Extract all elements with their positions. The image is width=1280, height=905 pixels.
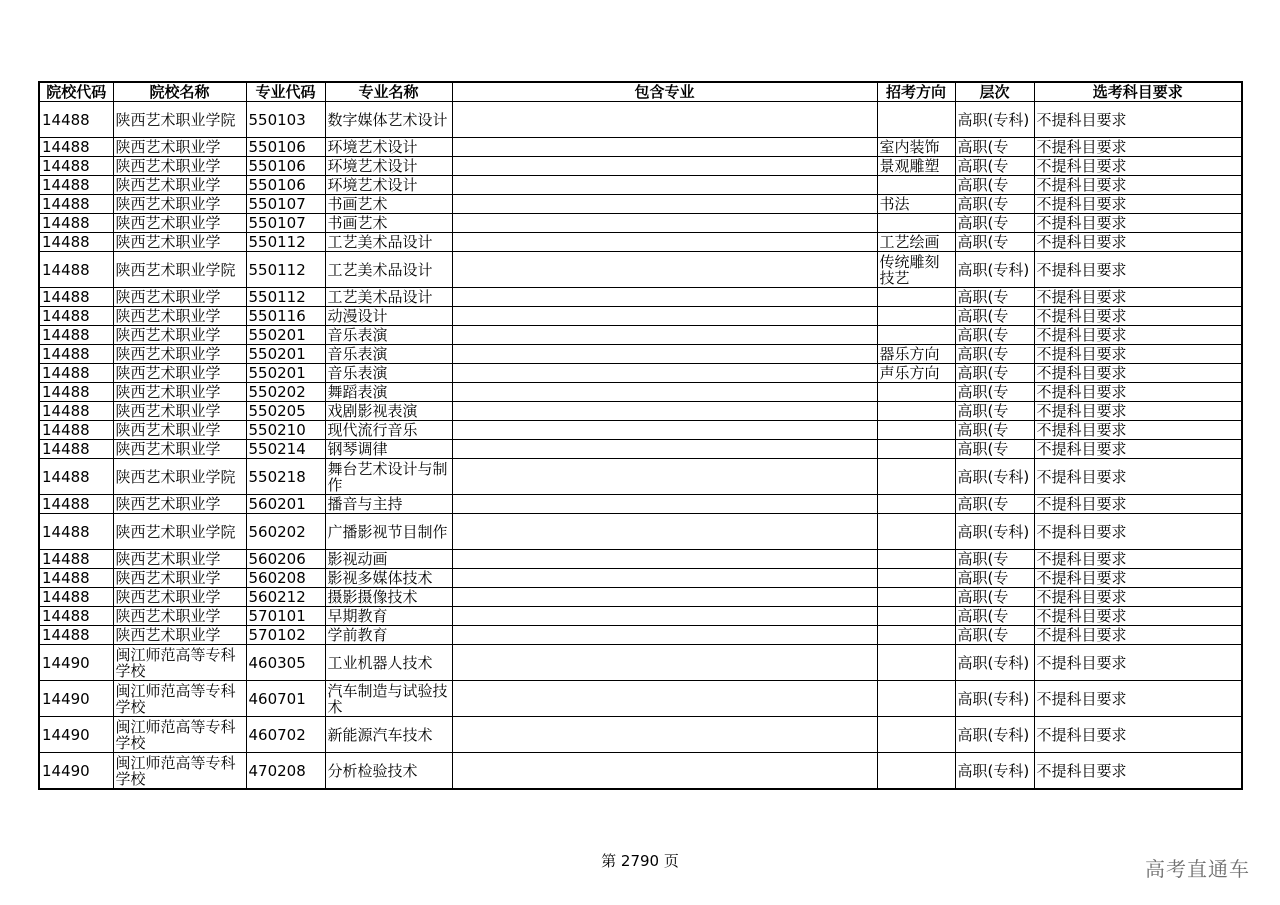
cell-included-majors — [452, 288, 877, 307]
cell-subject-requirement: 不提科目要求 — [1034, 550, 1242, 569]
cell-subject-requirement: 不提科目要求 — [1034, 402, 1242, 421]
cell-major-name: 钢琴调律 — [325, 440, 452, 459]
cell-included-majors — [452, 626, 877, 645]
cell-direction: 声乐方向 — [877, 364, 955, 383]
cell-major-name: 舞台艺术设计与制作 — [325, 459, 452, 495]
cell-subject-requirement: 不提科目要求 — [1034, 383, 1242, 402]
cell-major-name: 早期教育 — [325, 607, 452, 626]
cell-level: 高职(专科) — [955, 459, 1034, 495]
cell-major-code: 550210 — [246, 421, 325, 440]
cell-included-majors — [452, 753, 877, 790]
cell-major-code: 550106 — [246, 138, 325, 157]
cell-school-name: 陕西艺术职业学 — [113, 326, 246, 345]
table-row — [39, 176, 1242, 195]
cell-major-name: 舞蹈表演 — [325, 383, 452, 402]
cell-school-code: 14488 — [39, 345, 113, 364]
cell-direction — [877, 459, 955, 495]
cell-major-code: 560212 — [246, 588, 325, 607]
cell-school-name: 陕西艺术职业学院 — [113, 102, 246, 138]
cell-subject-requirement: 不提科目要求 — [1034, 345, 1242, 364]
header-level: 层次 — [955, 82, 1034, 102]
cell-school-name: 陕西艺术职业学 — [113, 233, 246, 252]
cell-school-name: 陕西艺术职业学 — [113, 195, 246, 214]
cell-school-name: 陕西艺术职业学 — [113, 569, 246, 588]
cell-level: 高职(专 — [955, 307, 1034, 326]
cell-school-name: 陕西艺术职业学 — [113, 607, 246, 626]
cell-school-name: 陕西艺术职业学 — [113, 345, 246, 364]
cell-direction — [877, 626, 955, 645]
cell-major-name: 分析检验技术 — [325, 753, 452, 790]
cell-direction — [877, 550, 955, 569]
cell-school-name: 陕西艺术职业学 — [113, 288, 246, 307]
cell-subject-requirement: 不提科目要求 — [1034, 717, 1242, 753]
cell-school-code: 14488 — [39, 569, 113, 588]
header-major-name: 专业名称 — [325, 82, 452, 102]
cell-included-majors — [452, 421, 877, 440]
cell-school-name: 陕西艺术职业学 — [113, 421, 246, 440]
cell-school-code: 14488 — [39, 495, 113, 514]
table-row — [39, 645, 1242, 681]
cell-direction — [877, 402, 955, 421]
cell-major-name: 工业机器人技术 — [325, 645, 452, 681]
cell-subject-requirement: 不提科目要求 — [1034, 214, 1242, 233]
cell-school-code: 14488 — [39, 233, 113, 252]
cell-included-majors — [452, 252, 877, 288]
cell-major-name: 现代流行音乐 — [325, 421, 452, 440]
cell-major-code: 470208 — [246, 753, 325, 790]
cell-school-code: 14490 — [39, 753, 113, 790]
cell-major-code: 550112 — [246, 288, 325, 307]
cell-school-code: 14488 — [39, 440, 113, 459]
cell-major-code: 560202 — [246, 514, 325, 550]
cell-level: 高职(专科) — [955, 717, 1034, 753]
cell-major-name: 动漫设计 — [325, 307, 452, 326]
cell-major-code: 550106 — [246, 157, 325, 176]
cell-school-name: 闽江师范高等专科学校 — [113, 681, 246, 717]
cell-school-code: 14488 — [39, 588, 113, 607]
header-major-code: 专业代码 — [246, 82, 325, 102]
cell-level: 高职(专科) — [955, 681, 1034, 717]
cell-major-name: 音乐表演 — [325, 345, 452, 364]
cell-school-name: 陕西艺术职业学 — [113, 176, 246, 195]
cell-included-majors — [452, 569, 877, 588]
cell-subject-requirement: 不提科目要求 — [1034, 102, 1242, 138]
cell-subject-requirement: 不提科目要求 — [1034, 753, 1242, 790]
cell-major-code: 460701 — [246, 681, 325, 717]
table-row — [39, 402, 1242, 421]
cell-school-name: 陕西艺术职业学 — [113, 138, 246, 157]
cell-major-code: 560201 — [246, 495, 325, 514]
cell-direction — [877, 495, 955, 514]
cell-school-code: 14490 — [39, 717, 113, 753]
cell-subject-requirement: 不提科目要求 — [1034, 495, 1242, 514]
cell-included-majors — [452, 307, 877, 326]
cell-included-majors — [452, 345, 877, 364]
cell-level: 高职(专 — [955, 195, 1034, 214]
table-row — [39, 607, 1242, 626]
cell-school-code: 14490 — [39, 681, 113, 717]
cell-direction — [877, 326, 955, 345]
cell-direction — [877, 307, 955, 326]
table-row — [39, 157, 1242, 176]
cell-major-name: 环境艺术设计 — [325, 157, 452, 176]
cell-major-code: 550106 — [246, 176, 325, 195]
cell-direction — [877, 383, 955, 402]
cell-major-code: 460305 — [246, 645, 325, 681]
cell-school-code: 14490 — [39, 645, 113, 681]
cell-major-code: 550107 — [246, 195, 325, 214]
table-row — [39, 138, 1242, 157]
cell-direction — [877, 102, 955, 138]
cell-included-majors — [452, 588, 877, 607]
table-row — [39, 495, 1242, 514]
cell-subject-requirement: 不提科目要求 — [1034, 459, 1242, 495]
cell-included-majors — [452, 176, 877, 195]
table-row — [39, 307, 1242, 326]
cell-direction — [877, 440, 955, 459]
cell-school-code: 14488 — [39, 550, 113, 569]
table-header-row — [39, 82, 1242, 102]
cell-major-code: 570101 — [246, 607, 325, 626]
cell-school-code: 14488 — [39, 364, 113, 383]
table-row — [39, 383, 1242, 402]
cell-level: 高职(专 — [955, 138, 1034, 157]
cell-major-name: 新能源汽车技术 — [325, 717, 452, 753]
cell-major-code: 550201 — [246, 326, 325, 345]
cell-included-majors — [452, 495, 877, 514]
cell-school-name: 闽江师范高等专科学校 — [113, 753, 246, 790]
cell-major-name: 音乐表演 — [325, 326, 452, 345]
table-row — [39, 514, 1242, 550]
cell-major-code: 550202 — [246, 383, 325, 402]
cell-subject-requirement: 不提科目要求 — [1034, 176, 1242, 195]
cell-major-name: 广播影视节目制作 — [325, 514, 452, 550]
cell-direction — [877, 717, 955, 753]
cell-level: 高职(专 — [955, 345, 1034, 364]
cell-major-code: 550107 — [246, 214, 325, 233]
table-row — [39, 102, 1242, 138]
cell-subject-requirement: 不提科目要求 — [1034, 607, 1242, 626]
cell-direction — [877, 421, 955, 440]
cell-level: 高职(专科) — [955, 252, 1034, 288]
cell-level: 高职(专 — [955, 421, 1034, 440]
cell-level: 高职(专 — [955, 607, 1034, 626]
cell-subject-requirement: 不提科目要求 — [1034, 326, 1242, 345]
cell-school-code: 14488 — [39, 288, 113, 307]
cell-included-majors — [452, 645, 877, 681]
cell-included-majors — [452, 383, 877, 402]
table-row — [39, 421, 1242, 440]
cell-included-majors — [452, 195, 877, 214]
cell-subject-requirement: 不提科目要求 — [1034, 514, 1242, 550]
cell-school-code: 14488 — [39, 138, 113, 157]
cell-subject-requirement: 不提科目要求 — [1034, 626, 1242, 645]
cell-level: 高职(专 — [955, 326, 1034, 345]
cell-major-name: 汽车制造与试验技术 — [325, 681, 452, 717]
cell-included-majors — [452, 681, 877, 717]
cell-major-name: 音乐表演 — [325, 364, 452, 383]
table-row — [39, 440, 1242, 459]
cell-school-name: 陕西艺术职业学 — [113, 626, 246, 645]
cell-level: 高职(专 — [955, 157, 1034, 176]
cell-direction — [877, 645, 955, 681]
cell-level: 高职(专 — [955, 569, 1034, 588]
cell-school-code: 14488 — [39, 459, 113, 495]
cell-included-majors — [452, 459, 877, 495]
cell-school-code: 14488 — [39, 102, 113, 138]
cell-included-majors — [452, 157, 877, 176]
cell-major-code: 550116 — [246, 307, 325, 326]
cell-school-name: 陕西艺术职业学 — [113, 402, 246, 421]
cell-level: 高职(专 — [955, 214, 1034, 233]
cell-major-code: 550112 — [246, 233, 325, 252]
cell-school-code: 14488 — [39, 514, 113, 550]
cell-major-name: 工艺美术品设计 — [325, 252, 452, 288]
table-row — [39, 681, 1242, 717]
cell-school-code: 14488 — [39, 157, 113, 176]
cell-major-code: 550201 — [246, 364, 325, 383]
cell-level: 高职(专科) — [955, 514, 1034, 550]
cell-level: 高职(专 — [955, 626, 1034, 645]
cell-school-name: 陕西艺术职业学 — [113, 440, 246, 459]
cell-major-code: 570102 — [246, 626, 325, 645]
header-school-name: 院校名称 — [113, 82, 246, 102]
header-included-majors: 包含专业 — [452, 82, 877, 102]
cell-level: 高职(专科) — [955, 645, 1034, 681]
cell-major-code: 550205 — [246, 402, 325, 421]
cell-direction — [877, 569, 955, 588]
cell-level: 高职(专 — [955, 440, 1034, 459]
cell-school-name: 闽江师范高等专科学校 — [113, 717, 246, 753]
cell-major-code: 560208 — [246, 569, 325, 588]
cell-level: 高职(专科) — [955, 102, 1034, 138]
cell-school-code: 14488 — [39, 626, 113, 645]
cell-major-name: 书画艺术 — [325, 214, 452, 233]
table-row — [39, 459, 1242, 495]
cell-included-majors — [452, 326, 877, 345]
cell-school-code: 14488 — [39, 307, 113, 326]
cell-direction — [877, 288, 955, 307]
admissions-table — [38, 81, 1243, 790]
cell-level: 高职(专 — [955, 383, 1034, 402]
cell-subject-requirement: 不提科目要求 — [1034, 364, 1242, 383]
table-row — [39, 195, 1242, 214]
table-row — [39, 717, 1242, 753]
header-subject-requirement: 选考科目要求 — [1034, 82, 1242, 102]
cell-school-name: 陕西艺术职业学 — [113, 364, 246, 383]
cell-subject-requirement: 不提科目要求 — [1034, 588, 1242, 607]
cell-subject-requirement: 不提科目要求 — [1034, 288, 1242, 307]
cell-included-majors — [452, 102, 877, 138]
cell-major-name: 环境艺术设计 — [325, 176, 452, 195]
table-row — [39, 626, 1242, 645]
cell-included-majors — [452, 402, 877, 421]
watermark: 高考直通车 — [1145, 857, 1250, 881]
cell-level: 高职(专 — [955, 495, 1034, 514]
cell-major-code: 460702 — [246, 717, 325, 753]
table-row — [39, 753, 1242, 790]
cell-major-code: 550103 — [246, 102, 325, 138]
cell-major-name: 书画艺术 — [325, 195, 452, 214]
cell-direction: 室内装饰 — [877, 138, 955, 157]
cell-direction — [877, 514, 955, 550]
cell-direction: 工艺绘画 — [877, 233, 955, 252]
cell-school-code: 14488 — [39, 383, 113, 402]
cell-subject-requirement: 不提科目要求 — [1034, 252, 1242, 288]
cell-school-code: 14488 — [39, 402, 113, 421]
table-row — [39, 326, 1242, 345]
cell-school-name: 陕西艺术职业学院 — [113, 514, 246, 550]
cell-major-name: 播音与主持 — [325, 495, 452, 514]
cell-included-majors — [452, 364, 877, 383]
cell-subject-requirement: 不提科目要求 — [1034, 645, 1242, 681]
cell-subject-requirement: 不提科目要求 — [1034, 440, 1242, 459]
table-row — [39, 550, 1242, 569]
table-row — [39, 345, 1242, 364]
header-direction: 招考方向 — [877, 82, 955, 102]
cell-major-code: 550218 — [246, 459, 325, 495]
cell-school-name: 陕西艺术职业学 — [113, 495, 246, 514]
cell-direction — [877, 753, 955, 790]
cell-subject-requirement: 不提科目要求 — [1034, 157, 1242, 176]
cell-school-name: 陕西艺术职业学 — [113, 383, 246, 402]
table-body — [39, 102, 1242, 790]
cell-subject-requirement: 不提科目要求 — [1034, 569, 1242, 588]
cell-direction — [877, 588, 955, 607]
cell-major-name: 学前教育 — [325, 626, 452, 645]
cell-level: 高职(专 — [955, 233, 1034, 252]
cell-direction — [877, 681, 955, 717]
cell-direction: 书法 — [877, 195, 955, 214]
cell-level: 高职(专 — [955, 364, 1034, 383]
table-row — [39, 569, 1242, 588]
cell-included-majors — [452, 214, 877, 233]
cell-subject-requirement: 不提科目要求 — [1034, 138, 1242, 157]
table-row — [39, 252, 1242, 288]
cell-subject-requirement: 不提科目要求 — [1034, 681, 1242, 717]
cell-included-majors — [452, 138, 877, 157]
cell-school-name: 陕西艺术职业学 — [113, 307, 246, 326]
cell-major-code: 550112 — [246, 252, 325, 288]
cell-subject-requirement: 不提科目要求 — [1034, 195, 1242, 214]
cell-included-majors — [452, 607, 877, 626]
cell-major-name: 环境艺术设计 — [325, 138, 452, 157]
cell-school-name: 闽江师范高等专科学校 — [113, 645, 246, 681]
cell-school-code: 14488 — [39, 195, 113, 214]
cell-included-majors — [452, 717, 877, 753]
cell-included-majors — [452, 440, 877, 459]
cell-school-code: 14488 — [39, 421, 113, 440]
cell-major-name: 数字媒体艺术设计 — [325, 102, 452, 138]
cell-direction — [877, 607, 955, 626]
cell-direction: 传统雕刻技艺 — [877, 252, 955, 288]
cell-major-name: 影视多媒体技术 — [325, 569, 452, 588]
cell-direction: 器乐方向 — [877, 345, 955, 364]
cell-school-name: 陕西艺术职业学 — [113, 214, 246, 233]
cell-direction: 景观雕塑 — [877, 157, 955, 176]
cell-school-name: 陕西艺术职业学 — [113, 550, 246, 569]
cell-major-name: 工艺美术品设计 — [325, 288, 452, 307]
cell-school-name: 陕西艺术职业学 — [113, 157, 246, 176]
cell-included-majors — [452, 233, 877, 252]
cell-level: 高职(专 — [955, 402, 1034, 421]
cell-level: 高职(专 — [955, 550, 1034, 569]
cell-direction — [877, 214, 955, 233]
cell-major-code: 550201 — [246, 345, 325, 364]
cell-direction — [877, 176, 955, 195]
table-row — [39, 588, 1242, 607]
cell-level: 高职(专 — [955, 176, 1034, 195]
cell-school-code: 14488 — [39, 252, 113, 288]
cell-included-majors — [452, 514, 877, 550]
cell-subject-requirement: 不提科目要求 — [1034, 421, 1242, 440]
cell-subject-requirement: 不提科目要求 — [1034, 233, 1242, 252]
page-number: 第 2790 页 — [601, 852, 679, 870]
cell-subject-requirement: 不提科目要求 — [1034, 307, 1242, 326]
cell-school-name: 陕西艺术职业学 — [113, 588, 246, 607]
cell-major-name: 戏剧影视表演 — [325, 402, 452, 421]
cell-school-code: 14488 — [39, 176, 113, 195]
cell-school-name: 陕西艺术职业学院 — [113, 459, 246, 495]
cell-included-majors — [452, 550, 877, 569]
cell-school-name: 陕西艺术职业学院 — [113, 252, 246, 288]
cell-school-code: 14488 — [39, 326, 113, 345]
cell-major-name: 影视动画 — [325, 550, 452, 569]
table-row — [39, 233, 1242, 252]
cell-major-code: 560206 — [246, 550, 325, 569]
cell-level: 高职(专 — [955, 288, 1034, 307]
cell-major-name: 摄影摄像技术 — [325, 588, 452, 607]
cell-major-name: 工艺美术品设计 — [325, 233, 452, 252]
cell-school-code: 14488 — [39, 607, 113, 626]
cell-level: 高职(专 — [955, 588, 1034, 607]
table-row — [39, 214, 1242, 233]
cell-level: 高职(专科) — [955, 753, 1034, 790]
table-row — [39, 288, 1242, 307]
table-row — [39, 364, 1242, 383]
cell-school-code: 14488 — [39, 214, 113, 233]
cell-major-code: 550214 — [246, 440, 325, 459]
header-school-code: 院校代码 — [39, 82, 113, 102]
